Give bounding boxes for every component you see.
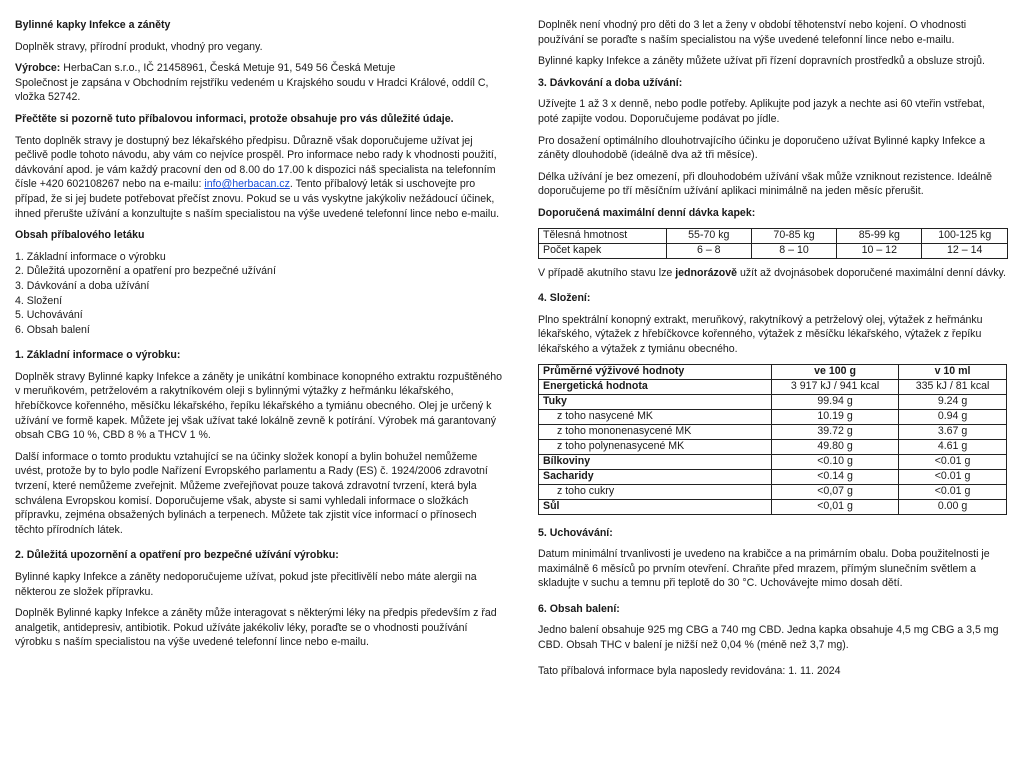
section-2-paragraph: Doplněk Bylinné kapky Infekce a záněty může interagovat s některými léky na předpis především z řad analgetik, antidepresiv, antibiotik. Pokud užíváte jakékoliv léky, poraďte se o vhodnosti používání výrobku s naším specialistou na výše uvedené telefonní lince nebo e-mailu. [15, 607, 497, 649]
table-cell: 85-99 kg [837, 228, 922, 243]
toc-item: 6. Obsah balení [15, 323, 90, 336]
table-cell: 100-125 kg [922, 228, 1008, 243]
table-row [539, 484, 1007, 499]
dose-table-title: Doporučená maximální denní dávka kapek: [538, 206, 756, 219]
table-row [539, 394, 1007, 409]
table-cell: 3 917 kJ / 941 kcal [772, 379, 899, 394]
table-row [539, 379, 1007, 394]
table-header-cell: ve 100 g [772, 364, 899, 379]
table-cell: 8 – 10 [751, 243, 836, 258]
acute-text-end: užít až dvojnásobek doporučené maximální denní dávky. [737, 266, 1006, 279]
table-row [539, 454, 1007, 469]
table-cell: 4.61 g [899, 439, 1007, 454]
table-cell: <0,01 g [772, 499, 899, 514]
toc-item: 1. Základní informace o výrobku [15, 250, 166, 263]
section-1-title: 1. Základní informace o výrobku: [15, 349, 181, 362]
composition-paragraph: Plno spektrální konopný extrakt, meruňkový, rakytníkový a petrželový olej, výtažek z heřmánku lékařského, výtažek z hřebíčkovce kořenného, výtažek z měsíčku lékařského, výtažek z řepíku lékařského a výtažek z tymiánu obecného. [538, 313, 983, 355]
table-row [539, 424, 1007, 439]
product-intro: Doplněk stravy, přírodní produkt, vhodný pro vegany. [15, 40, 263, 53]
info-text-start: Tento doplněk stravy je dostupný bez lékařského předpisu. Důrazně však doporučujeme užívat jej pečlivě podle tohoto návodu, aby vám co nejvíce prospěl. Pro informace nebo rady k vhodnosti použití, dávkování apod. je vám každý pracovní den od 8.00 do 17.00 k dispozici náš specialista na telefonním čísle +420 602108267 nebo na e-mailu: [15, 134, 497, 191]
table-cell: 55-70 kg [666, 228, 751, 243]
company-registration: Společnost je zapsána v Obchodním rejstříku vedeném u Krajského soudu v Hradci Králové, oddíl C, vložka 52742. [15, 76, 489, 104]
nutrition-table [538, 364, 1007, 515]
children-warning: Doplněk není vhodný pro děti do 3 let a ženy v období těhotenství nebo kojení. O vhodnosti používání se poraďte s naším specialistou na výše uvedené telefonní lince nebo e-mailu. [538, 19, 967, 46]
section-3-paragraph: Pro dosažení optimálního dlouhotrvajícího účinku je doporučeno užívat Bylinné kapky Infekce a záněty dlouhodobě (ideálně dva až tři měsíce). [538, 134, 985, 162]
table-header-cell: Průměrné výživové hodnoty [539, 364, 772, 379]
section-1-paragraph: Doplněk stravy Bylinné kapky Infekce a záněty je unikátní kombinace konopného extraktu rozpuštěného v meruňkovém, petrželovém a rakytníkovém oleji s bylinnými výtažky z heřmánku lékařského, hřebíčkovce kořenného, měsíčku lékařského, řepíku lékařského a tymiánu obecného. Olej je určený k užívání ve formě kapek. Můžete jej však užívat také lokálně zevně k potírání. Výrobek má garantovaný obsah CBG 10 %, CBD 8 % a THCV 1 %. [15, 370, 503, 442]
table-cell: Sůl [539, 499, 772, 514]
storage-paragraph: Datum minimální trvanlivosti je uvedeno na krabičce a na primárním obalu. Doba použitelnosti je maximálně 6 měsíců po prvním otevření. Chraňte před mrazem, přímým slunečním světlem a skladujte v suchu a temnu při teplotě do 30 °C. Uchovávejte mimo dosah dětí. [538, 548, 990, 590]
document-title: Bylinné kapky Infekce a záněty [15, 19, 171, 31]
table-cell: z toho mononenasycené MK [539, 424, 772, 439]
table-cell: z toho nasycené MK [539, 409, 772, 424]
section-2-paragraph: Bylinné kapky Infekce a záněty nedoporučujeme užívat, pokud jste přecitlivělí nebo máte alergii na některou ze složek přípravku. [15, 571, 477, 598]
table-header-cell: v 10 ml [899, 364, 1007, 379]
table-cell: 3.67 g [899, 424, 1007, 439]
table-cell: 335 kJ / 81 kcal [899, 379, 1007, 394]
section-2-title: 2. Důležitá upozornění a opatření pro bezpečné užívání výrobku: [15, 549, 339, 562]
table-cell: 49.80 g [772, 439, 899, 454]
table-cell: <0.01 g [899, 484, 1007, 499]
info-text-end: . Tento příbalový leták si uschovejte pro případ, že si jej budete potřebovat přečíst znovu. Pokud se u vás vyskytne jakýkoliv nežádoucí účinek, ihned přerušte užívání a konzultujte s naším specialistou na výše uvedené telefonní lince nebo e-mailu. [15, 178, 500, 220]
dose-table [538, 228, 1008, 259]
email-link[interactable]: info@herbacan.cz [204, 178, 290, 191]
acute-text-bold: jednorázově [675, 266, 738, 279]
table-cell: <0,07 g [772, 484, 899, 499]
table-cell: <0.01 g [899, 469, 1007, 484]
table-cell: 9.24 g [899, 394, 1007, 409]
table-cell: <0.14 g [772, 469, 899, 484]
manufacturer-info [15, 61, 503, 105]
table-cell: Počet kapek [539, 243, 667, 258]
table-cell: 10 – 12 [837, 243, 922, 258]
toc-list [15, 250, 503, 338]
toc-item: 3. Dávkování a doba užívání [15, 279, 150, 292]
section-1-paragraph: Další informace o tomto produktu vztahující se na účinky složek konopí a bylin bohužel nemůžeme uvést, protože by to bylo podle Nařízení Evropského parlamentu a Rady (ES) č. 1924/2006 zdravotní tvrzení, které nemůžeme zveřejnit. Můžeme zveřejňovat pouze taková zdravotní tvrzení, která byla schválena Evropskou komisí. Doporučujeme však, abyste si sami vyhledali informace o složkách přípravku, zejména obsažených bylinách a terpenech. Můžete tak zjistit více informací o přínosech těchto přírodních látek. [15, 450, 488, 536]
toc-title: Obsah příbalového letáku [15, 229, 145, 242]
manufacturer-label: Výrobce: [15, 62, 61, 75]
table-cell: 12 – 14 [922, 243, 1008, 258]
table-cell: 10.19 g [772, 409, 899, 424]
table-cell: Energetická hodnota [539, 379, 772, 394]
table-cell: z toho polynenasycené MK [539, 439, 772, 454]
table-row [539, 439, 1007, 454]
section-3-paragraph: Užívejte 1 až 3 x denně, nebo podle potřeby. Aplikujte pod jazyk a nechte asi 60 vteřin vstřebat, poté zapijte vodou. Doporučujeme podávat po jídle. [538, 98, 985, 125]
toc-item: 5. Uchovávání [15, 309, 83, 322]
table-cell: 39.72 g [772, 424, 899, 439]
table-cell: Sacharidy [539, 469, 772, 484]
table-cell: z toho cukry [539, 484, 772, 499]
toc-item: 2. Důležitá upozornění a opatření pro bezpečné užívání [15, 265, 276, 278]
table-cell: 70-85 kg [751, 228, 836, 243]
left-column [15, 18, 503, 657]
table-cell: Bílkoviny [539, 454, 772, 469]
read-notice: Přečtěte si pozorně tuto příbalovou informaci, protože obsahuje pro vás důležité údaje. [15, 112, 454, 125]
driving-note: Bylinné kapky Infekce a záněty můžete užívat při řízení dopravních prostředků a obsluze strojů. [538, 55, 985, 68]
section-3-title: 3. Dávkování a doba užívání: [538, 76, 683, 89]
manufacturer-address: HerbaCan s.r.o., IČ 21458961, Česká Metuje 91, 549 56 Česká Metuje [60, 62, 396, 75]
table-header-row [539, 364, 1007, 379]
table-cell: Tuky [539, 394, 772, 409]
table-cell: Tělesná hmotnost [539, 228, 667, 243]
package-contents-paragraph: Jedno balení obsahuje 925 mg CBG a 740 mg CBD. Jedna kapka obsahuje 4,5 mg CBG a 3,5 mg CBD. Obsah THC v balení je nižší než 0,04 % (méně než 3,7 mg). [538, 624, 999, 652]
toc-item: 4. Složení [15, 294, 63, 307]
table-row [539, 469, 1007, 484]
table-cell: <0.10 g [772, 454, 899, 469]
acute-text-start: V případě akutního stavu lze [538, 266, 676, 279]
section-6-title: 6. Obsah balení: [538, 602, 620, 615]
acute-dose-note [538, 266, 1008, 281]
info-paragraph [15, 134, 503, 222]
right-column [538, 18, 1008, 685]
table-row [539, 243, 1008, 258]
table-row [539, 228, 1008, 243]
table-row [539, 499, 1007, 514]
revision-date: Tato příbalová informace byla naposledy revidována: 1. 11. 2024 [538, 664, 841, 677]
section-4-title: 4. Složení: [538, 292, 591, 305]
table-cell: <0.01 g [899, 454, 1007, 469]
table-cell: 0.94 g [899, 409, 1007, 424]
table-row [539, 409, 1007, 424]
table-cell: 6 – 8 [666, 243, 751, 258]
section-3-paragraph: Délka užívání je bez omezení, při dlouhodobém užívání však může vzniknout rezistence. Ideálně doporučujeme po tří měsíčním užívání aplikaci minimálně na jeden měsíc přerušit. [538, 170, 993, 198]
section-5-title: 5. Uchovávání: [538, 526, 613, 539]
table-cell: 99.94 g [772, 394, 899, 409]
table-cell: 0.00 g [899, 499, 1007, 514]
